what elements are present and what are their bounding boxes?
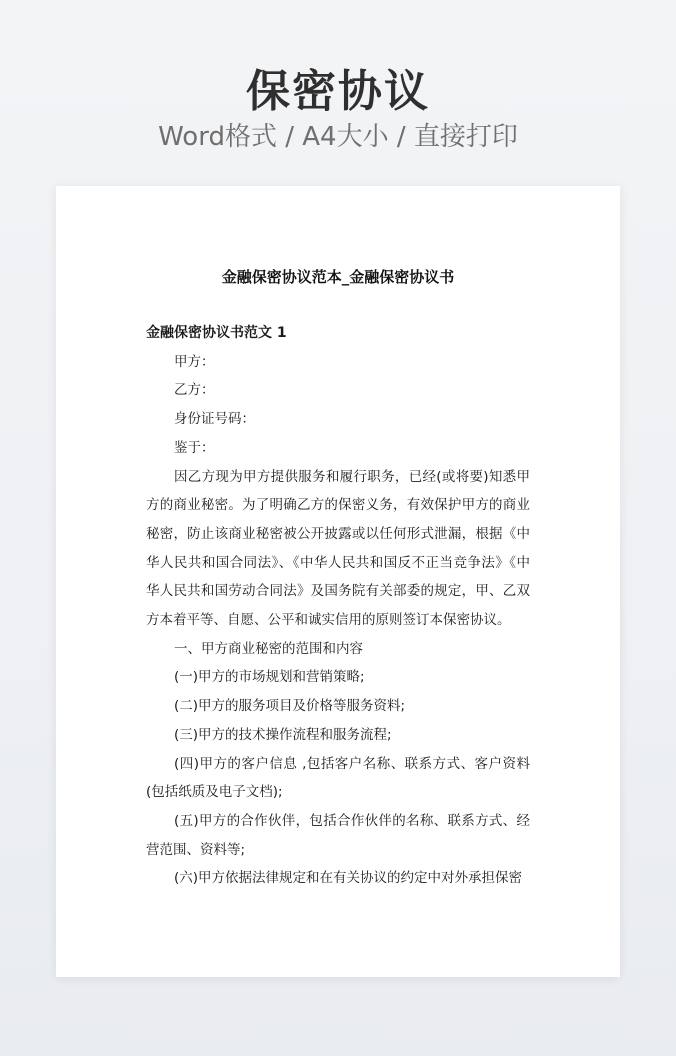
id-number-field: 身份证号码： [174, 411, 255, 428]
section-heading: 金融保密协议书范文 1 [146, 325, 287, 341]
page-title: 保密协议 [246, 66, 430, 117]
clause-item: (一)甲方的市场规划和营销策略; [174, 669, 365, 686]
document-title: 金融保密协议范本_金融保密协议书 [221, 268, 455, 286]
clause-item: (四)甲方的客户信息 ,包括客户名称、联系方式、客户资料(包括纸质及电子文档); [146, 755, 530, 801]
document-body [146, 319, 530, 893]
party-b-field: 乙方： [174, 382, 215, 399]
party-a-field: 甲方： [174, 353, 215, 370]
clause-item: (五)甲方的合作伙伴，包括合作伙伴的名称、联系方式、经营范围、资料等; [146, 812, 530, 858]
clause-item: (三)甲方的技术操作流程和服务流程; [174, 726, 392, 743]
document-page [56, 186, 620, 977]
whereas-field: 鉴于： [174, 439, 215, 456]
page-subtitle: Word格式 / A4大小 / 直接打印 [158, 122, 518, 152]
clause-heading: 一、甲方商业秘密的范围和内容 [174, 640, 363, 657]
clause-item: (二)甲方的服务项目及价格等服务资料; [174, 698, 406, 715]
clause-item: (六)甲方依据法律规定和在有关协议的约定中对外承担保密 [174, 870, 523, 887]
preamble-paragraph: 因乙方现为甲方提供服务和履行职务，已经(或将要)知悉甲方的商业秘密。为了明确乙方的保密义务，有效保护甲方的商业秘密，防止该商业秘密被公开披露或以任何形式泄漏，根据《中华人民共和国合同法》、《中华人民共和国反不正当竞争法》《中华人民共和国劳动合同法》及国务院有关部委的规定，甲、乙双方本着平等、自愿、公平和诚实信用的原则签订本保密协议。 [146, 468, 530, 629]
